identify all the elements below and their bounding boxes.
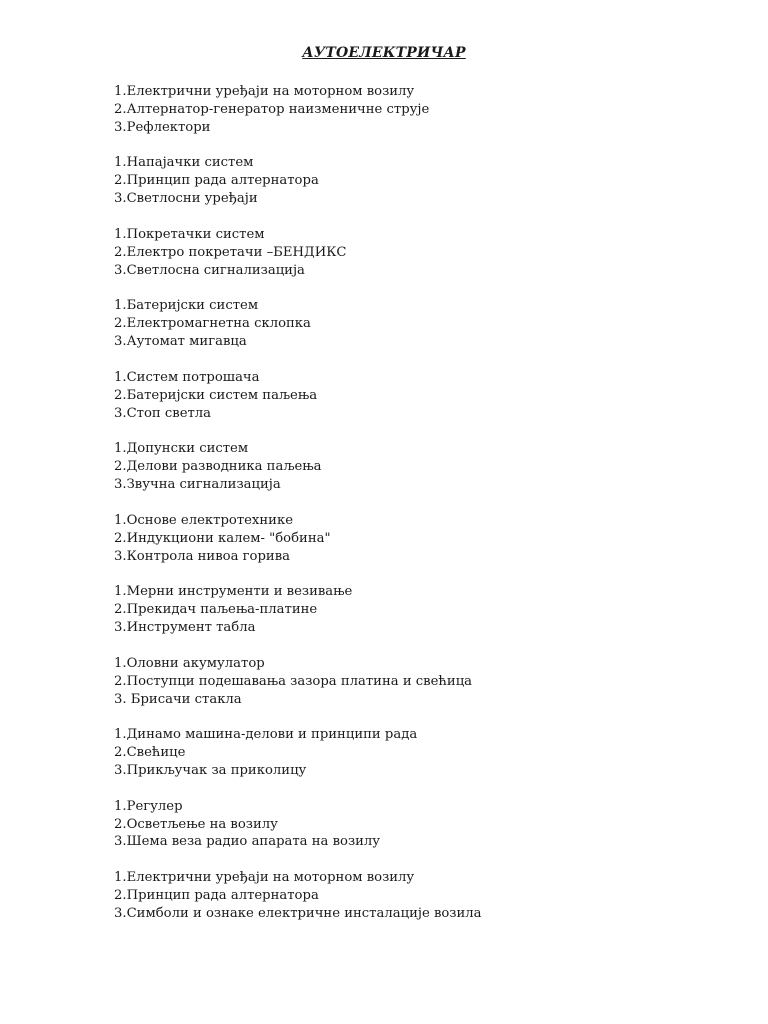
question-group-4 xyxy=(114,297,734,351)
question-line: 1.Допунски систем xyxy=(114,441,249,457)
question-group-8 xyxy=(114,583,734,637)
question-line: 3.Светлосна сигнализација xyxy=(114,262,305,278)
question-line: 2.Принцип рада алтернатора xyxy=(114,888,319,904)
question-line: 2.Прекидач паљења-платине xyxy=(114,602,318,618)
question-line: 1.Основе електротехнике xyxy=(114,512,293,528)
question-group-7 xyxy=(114,512,734,566)
question-line: 1.Систем потрошача xyxy=(114,369,260,385)
question-group-12 xyxy=(114,869,734,923)
question-group-6 xyxy=(114,440,734,494)
question-line: 1.Електрични уређаји на моторном возилу xyxy=(114,870,415,886)
question-line: 3. Брисачи стакла xyxy=(114,691,242,707)
question-group-1 xyxy=(114,83,734,137)
question-line: 3.Шема веза радио апарата на возилу xyxy=(114,834,381,850)
question-line: 3.Инструмент табла xyxy=(114,620,256,636)
question-group-10 xyxy=(114,726,734,780)
question-line: 1.Мерни инструменти и везивање xyxy=(114,584,353,600)
question-line: 2.Индукциони калем- "бобина" xyxy=(114,530,331,546)
question-line: 3.Рефлектори xyxy=(114,119,211,135)
question-group-9 xyxy=(114,655,734,709)
question-line: 2.Батеријски систем паљења xyxy=(114,387,318,403)
question-group-3 xyxy=(114,226,734,280)
question-line: 3.Контрола нивоа горива xyxy=(114,548,290,564)
document-title: АУТОЕЛЕКТРИЧАР xyxy=(302,45,466,61)
question-line: 2.Свећице xyxy=(114,745,186,761)
question-group-11 xyxy=(114,798,734,852)
question-line: 3.Аутомат мигавца xyxy=(114,334,247,350)
question-line: 3.Светлосни уређаји xyxy=(114,191,258,207)
question-line: 2.Поступци подешавања зазора платина и свећица xyxy=(114,673,473,689)
question-line: 1.Електрични уређаји на моторном возилу xyxy=(114,84,415,99)
question-line: 3.Звучна сигнализација xyxy=(114,477,281,493)
question-line: 2.Електромагнетна склопка xyxy=(114,316,311,332)
question-line: 1.Динамо машина-делови и принципи рада xyxy=(114,727,418,743)
question-line: 3.Стоп светла xyxy=(114,405,212,421)
question-line: 1.Батеријски систем xyxy=(114,298,259,314)
question-line: 2.Електро покретачи –БЕНДИКС xyxy=(114,244,347,260)
question-line: 1.Оловни акумулатор xyxy=(114,655,265,671)
question-line: 3.Прикључак за приколицу xyxy=(114,763,307,778)
question-line: 2.Алтернатор-генератор наизменичне струје xyxy=(114,101,430,117)
question-group-list xyxy=(114,83,734,941)
question-line: 1.Регулер xyxy=(114,798,183,814)
question-line: 2.Осветљење на возилу xyxy=(114,816,278,832)
question-line: 2.Делови разводника паљења xyxy=(114,459,322,475)
question-group-2 xyxy=(114,154,734,208)
question-line: 2.Принцип рада алтернатора xyxy=(114,173,319,189)
question-line: 3.Симболи и ознаке електричне инсталације возила xyxy=(114,905,482,921)
question-line: 1.Покретачки систем xyxy=(114,226,265,242)
question-group-5 xyxy=(114,369,734,423)
question-line: 1.Напајачки систем xyxy=(114,155,254,171)
